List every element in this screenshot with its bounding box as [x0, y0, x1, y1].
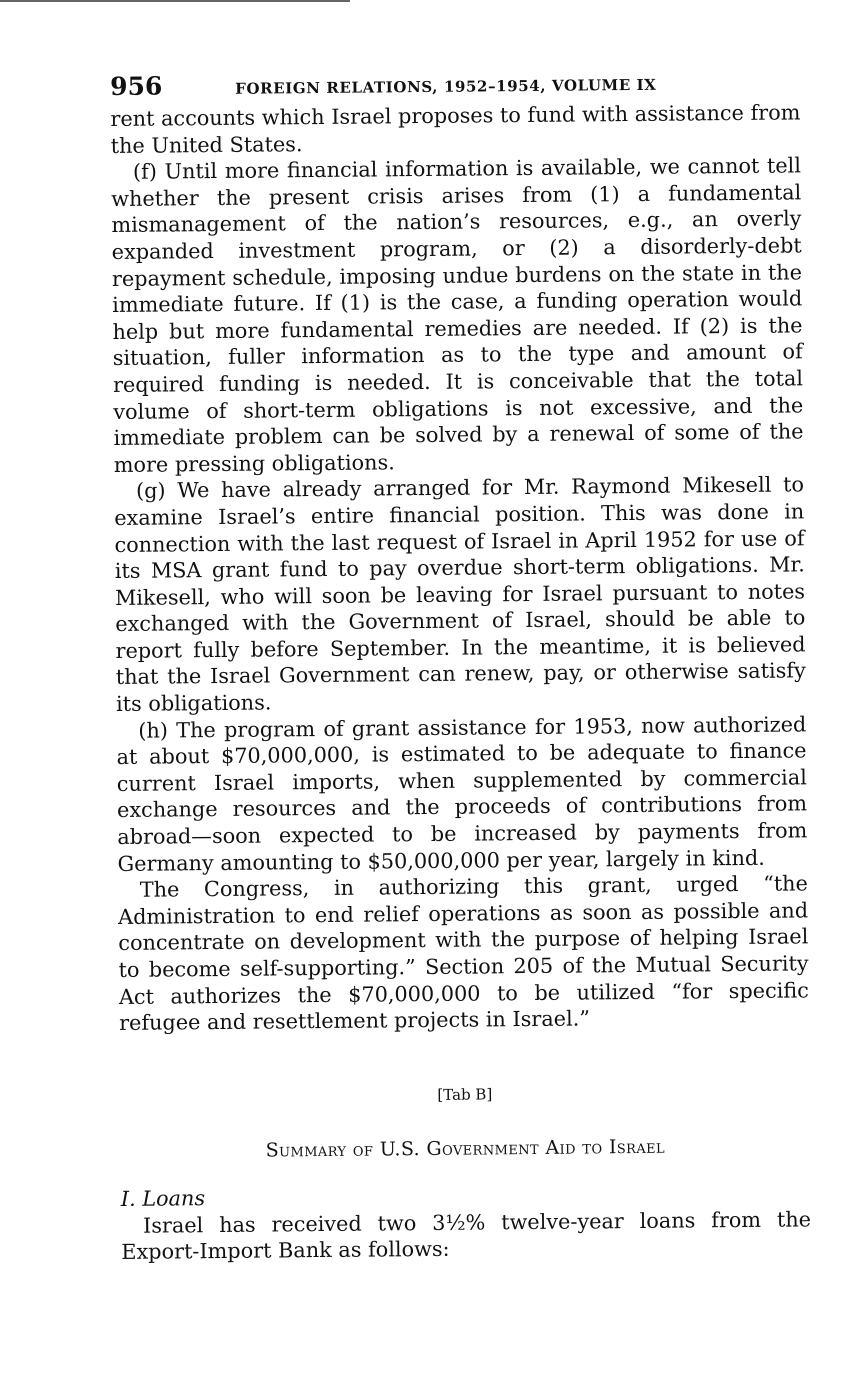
- paragraph-g: (g) We have already arranged for Mr. Raymond Mikesell to examine Israel’s entire financial position. This was done in connection with the last request of Israel in April 1952 for use of its MSA grant fund to pay overdue short-term obligations. Mr. Mikesell, who will soon be leaving for Israel pursuant to notes exchanged with the Government of Israel, should be able to report fully before September. In the meantime, it is believed that the Israel Government can renew, pay, or otherwise satisfy its obligations.: [114, 472, 806, 717]
- section-heading: Summary of U.S. Government Aid to Israel: [265, 1135, 666, 1162]
- paragraph-f: (f) Until more financial information is available, we cannot tell whether the present crisis arises from (1) a fundamental mismanagement of the nation’s resources, e.g., an overly expanded investment program, or (2) a disorderly-debt repayment schedule, imposing undue burdens on the state in the immediate future. If (1) is the case, a funding operation would help but more fundamental remedies are needed. If (2) is the situation, fuller information as to the type and amount of required funding is needed. It is conceivable that the total volume of short-term obligations is not excessive, and the immediate problem can be solved by a renewal of some of the more pressing obligations.: [111, 153, 804, 477]
- running-head-title: FOREIGN RELATIONS, 1952–1954, VOLUME IX: [235, 75, 657, 98]
- paragraph-continuation: rent accounts which Israel proposes to fund with assistance from the United States.: [110, 100, 801, 158]
- subheading-loans: I. Loans: [120, 1185, 206, 1211]
- paragraph-congress: The Congress, in authorizing this grant, urged “the Administration to end relief operations as soon as possible and concentrate on development with the purpose of helping Israel to become self-supporting.” Section 205 of the Mutual Security Act authorizes the $70,000,000 to be utilized “for specific refugee and resettlement projects in Israel.”: [117, 871, 809, 1036]
- top-rule: [0, 0, 350, 2]
- paragraph-loans: Israel has received two 3½% twelve-year loans from the Export-Import Bank as follows:: [121, 1207, 812, 1265]
- paragraph-h: (h) The program of grant assistance for 1953, now authorized at about $70,000,000, is estimated to be adequate to finance current Israel imports, when supplemented by commercial exchange resources and the proceeds of contributions from abroad—soon expected to be increased by payments from Germany amounting to $50,000,000 per year, largely in kind.: [116, 712, 808, 876]
- document-page: [110, 65, 811, 1266]
- tab-label: [Tab B]: [437, 1085, 493, 1104]
- page-number: 956: [110, 71, 163, 101]
